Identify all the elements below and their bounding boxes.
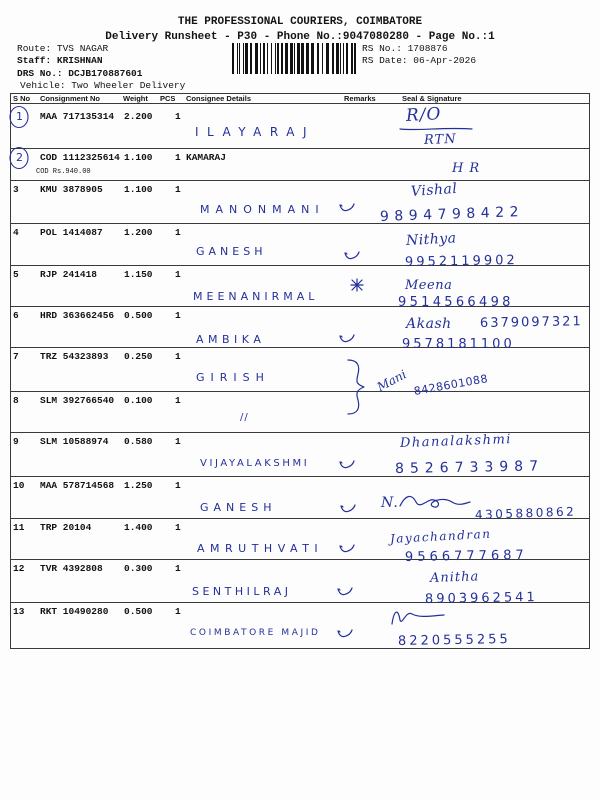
route-info: Route: TVS NAGAR	[17, 43, 109, 54]
signature-phone: 8903962541	[424, 590, 538, 607]
pcs-cell: 1	[175, 522, 181, 533]
consignment-cell: RKT 10490280	[40, 606, 109, 617]
consignee-handwritten: MEENANIRMAL	[193, 290, 319, 303]
signature-phone: 9514566498	[398, 295, 514, 310]
consignee-handwritten: ILAYARAJ	[195, 125, 315, 139]
signature-scribble	[398, 492, 474, 514]
tick-mark-icon	[338, 459, 356, 471]
consignment-cell: MAA 717135314	[40, 111, 115, 122]
sno-cell: 2	[16, 151, 23, 164]
consignee-handwritten: AMBIKA	[196, 333, 266, 346]
sno-cell: 11	[13, 522, 25, 533]
weight-cell: 0.250	[124, 351, 153, 362]
weight-cell: 0.300	[124, 563, 153, 574]
signature-phone: 6379097321	[479, 314, 583, 331]
table-row	[11, 560, 589, 607]
consignee-handwritten: AMRUTHVATI	[197, 542, 324, 555]
sno-cell: 10	[13, 480, 25, 491]
table-row	[11, 104, 589, 149]
signature-name: HR	[452, 161, 486, 176]
signature-phone: 8428601088	[412, 372, 489, 398]
signature-name: RTN	[423, 131, 457, 148]
column-weight: Weight	[123, 94, 148, 103]
consignee-handwritten: COIMBATORE MAJID	[190, 628, 321, 638]
pcs-cell: 1	[175, 269, 181, 280]
barcode	[232, 43, 356, 74]
sno-cell: 1	[16, 110, 23, 123]
consignee-printed: KAMARAJ	[186, 152, 226, 163]
consignment-cell: SLM 10588974	[40, 436, 109, 447]
consignment-cell: KMU 3878905	[40, 184, 103, 195]
consignment-cell: TRZ 54323893	[40, 351, 109, 362]
signature-underline	[398, 126, 474, 132]
weight-cell: 1.150	[124, 269, 153, 280]
signature-name: Vishal	[410, 180, 458, 200]
signature-name: Jayachandran	[389, 526, 492, 546]
runsheet-subtitle: Delivery Runsheet - P30 - Phone No.:9047080280 - Page No.:1	[105, 31, 495, 43]
tick-mark-icon	[338, 333, 356, 345]
signature-phone: 9894798422	[379, 203, 525, 225]
signature-name: Akash	[406, 316, 452, 332]
consignment-cell: RJP 241418	[40, 269, 98, 280]
sno-cell: 4	[13, 227, 19, 238]
signature-scribble	[390, 606, 446, 630]
consignment-cell: POL 1414087	[40, 227, 103, 238]
signature-name: Nithya	[405, 230, 457, 249]
table-row	[11, 307, 589, 352]
consignment-cell: TRP 20104	[40, 522, 92, 533]
pcs-cell: 1	[175, 563, 181, 574]
weight-cell: 0.580	[124, 436, 153, 447]
pcs-cell: 1	[175, 184, 181, 195]
consignee-handwritten: //	[240, 412, 249, 423]
column-consignment: Consignment No	[40, 94, 100, 103]
sno-cell: 3	[13, 184, 19, 195]
consignment-cell: TVR 4392808	[40, 563, 103, 574]
weight-cell: 0.100	[124, 395, 153, 406]
tick-mark-icon	[339, 503, 357, 515]
table-row	[11, 348, 589, 398]
sno-cell: 5	[13, 269, 19, 280]
weight-cell: 1.400	[124, 522, 153, 533]
signature-name: Mani	[374, 367, 409, 395]
weight-cell: 2.200	[124, 111, 153, 122]
signature-phone: 4305880862	[474, 504, 577, 522]
sno-cell: 8	[13, 395, 19, 406]
consignee-handwritten: GANESH	[200, 501, 277, 514]
table-row	[11, 392, 589, 433]
table-row	[11, 603, 589, 648]
tick-mark-icon	[338, 543, 356, 555]
pcs-cell: 1	[175, 436, 181, 447]
signature-phone: 9578181100	[402, 337, 515, 352]
consignment-cell: SLM 392766540	[40, 395, 115, 406]
table-row	[11, 433, 589, 477]
column-remarks: Remarks	[344, 94, 376, 103]
sno-cell: 9	[13, 436, 19, 447]
consignee-handwritten: GANESH	[196, 245, 267, 258]
signature-phone: 9566777687	[404, 547, 528, 565]
pcs-cell: 1	[175, 395, 181, 406]
consignment-cell: HRD 363662456	[40, 310, 115, 321]
signature-name: N.	[381, 495, 399, 511]
table-row	[11, 224, 589, 270]
weight-cell: 1.100	[124, 184, 153, 195]
signature-phone: 9952119902	[404, 253, 518, 270]
cod-amount: COD Rs.940.00	[36, 168, 91, 176]
star-mark-icon	[349, 278, 365, 292]
signature-phone: 8526733987	[394, 458, 545, 477]
table-row	[11, 519, 589, 565]
tick-mark-icon	[338, 202, 356, 214]
table-header-row	[11, 94, 589, 104]
circle-annotation	[8, 146, 30, 170]
sno-cell: 13	[13, 606, 25, 617]
pcs-cell: 1	[175, 606, 181, 617]
pcs-cell: 1	[175, 480, 181, 491]
pcs-cell: 1	[175, 310, 181, 321]
consignee-handwritten: VIJAYALAKSHMI	[200, 458, 310, 469]
runsheet-table	[10, 93, 590, 649]
table-row	[11, 266, 589, 310]
signature-name: Meena	[405, 278, 453, 293]
sno-cell: 6	[13, 310, 19, 321]
column-pcs: PCS	[160, 94, 176, 103]
sno-cell: 12	[13, 563, 25, 574]
weight-cell: 1.100	[124, 152, 153, 163]
weight-cell: 1.200	[124, 227, 153, 238]
column-signature: Seal & Signature	[402, 94, 462, 103]
circle-annotation	[8, 105, 30, 129]
staff-info: Staff: KRISHNAN	[17, 55, 103, 66]
vehicle-info: Vehicle: Two Wheeler Delivery	[20, 80, 186, 91]
pcs-cell: 1	[175, 227, 181, 238]
pcs-cell: 1	[175, 152, 181, 163]
consignee-handwritten: MANONMANI	[200, 203, 325, 216]
table-row	[11, 181, 589, 224]
drs-number: DRS No.: DCJB170887601	[17, 68, 143, 79]
sno-cell: 7	[13, 351, 19, 362]
signature-phone: 8220555255	[397, 632, 511, 649]
rs-number: RS No.: 1708876	[362, 43, 448, 54]
signature-name: Anitha	[429, 569, 480, 586]
consignee-handwritten: SENTHILRAJ	[192, 585, 292, 598]
table-row	[11, 477, 589, 522]
consignment-cell: COD 1112325614	[40, 152, 120, 163]
column-sno: S No	[13, 94, 31, 103]
pcs-cell: 1	[175, 111, 181, 122]
weight-cell: 0.500	[124, 606, 153, 617]
consignment-cell: MAA 578714568	[40, 480, 115, 491]
consignee-handwritten: GIRISH	[196, 371, 270, 384]
signature-name: R/O	[405, 104, 442, 126]
tick-mark-icon	[336, 586, 354, 598]
weight-cell: 1.250	[124, 480, 153, 491]
company-name: THE PROFESSIONAL COURIERS, COIMBATORE	[177, 16, 423, 28]
pcs-cell: 1	[175, 351, 181, 362]
column-consignee: Consignee Details	[186, 94, 252, 103]
weight-cell: 0.500	[124, 310, 153, 321]
signature-name: Dhanalakshmi	[399, 432, 513, 451]
rs-date: RS Date: 06-Apr-2026	[362, 55, 477, 66]
table-row	[11, 149, 589, 181]
tick-mark-icon	[343, 250, 361, 262]
tick-mark-icon	[336, 628, 354, 640]
